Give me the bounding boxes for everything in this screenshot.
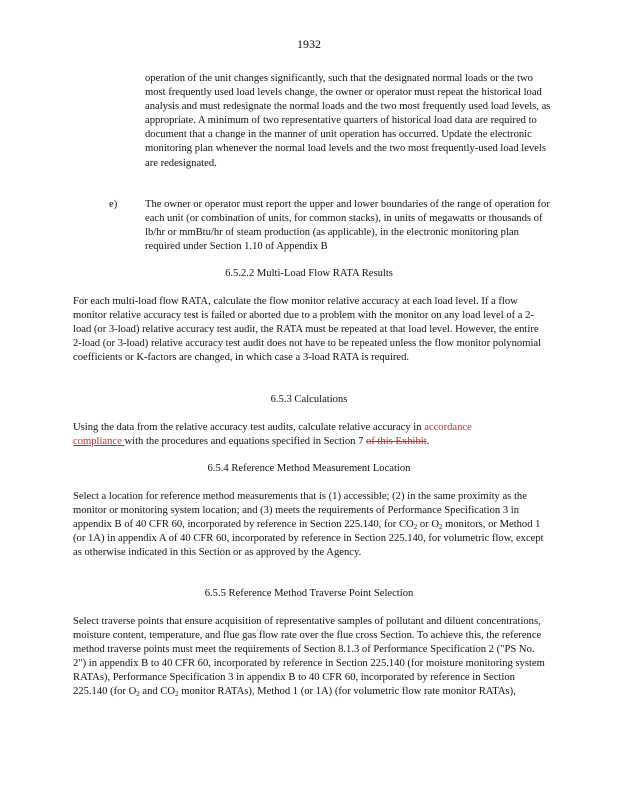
section-heading-653: 6.5.3 Calculations <box>270 394 348 405</box>
calc-text-middle: with the procedures and equations specified in Section 7 <box>124 436 367 448</box>
traverse-text-part2: and CO <box>139 686 176 698</box>
item-e-label: e) <box>109 199 118 210</box>
section-heading-654: 6.5.4 Reference Method Measurement Location <box>207 463 411 474</box>
section-text-6522: For each multi-load flow RATA, calculate the flow monitor relative accuracy at each load level. If a flow monitor relative accuracy test is failed or aborted due to a problem with the monitor on any load level of a 2-load (or 3-load) relative accuracy test audit, the RATA must be repeated at that load level. However, the entire 2-load (or 3-load) relative accuracy test audit does not have to be repeated unless the flow monitor polynomial coefficients or K-factors are changed, in which case a 3-load RATA is required. <box>73 296 542 364</box>
location-text-part2: or O <box>417 519 439 531</box>
section-text-655 <box>73 615 548 700</box>
paragraph-d-continued: operation of the unit changes significantly, such that the designated normal loads or the two most frequently used load levels change, the owner or operator must repeat the historical load analysis and must redesignate the normal loads and the two most frequently used load levels, as appropriate. A minimum of two representative quarters of historical load data are required to document that a change in the manner of unit operation has occurred. Update the electronic monitoring plan whenever the normal load levels and the two most frequently-used load levels are redesignated. <box>145 73 551 169</box>
inserted-text-accordance: accordance <box>424 422 472 433</box>
item-e-text: The owner or operator must report the upper and lower boundaries of the range of operation for each unit (or combination of units, for common stacks), in units of megawatts or thousands of lb/hr or mmBtu/hr of steam production (as applicable), in the electronic monitoring plan required under Section 1.10 of Appendix B <box>145 199 550 253</box>
inserted-text-compliance: compliance <box>73 436 125 448</box>
page-number: 1932 <box>297 37 321 51</box>
section-heading-655: 6.5.5 Reference Method Traverse Point Selection <box>204 588 414 599</box>
calc-text-before: Using the data from the relative accuracy test audits, calculate relative accuracy in <box>73 422 425 433</box>
subscript-o2: 2 <box>136 690 140 699</box>
location-text-part3: monitors, or Method 1 (or 1A) in appendix A of 40 CFR 60, incorporated by reference in Section 225.140, for volumetric flow, except as otherwise indicated in this Section or as approved by the Agency. <box>73 519 544 559</box>
calc-text-end: . <box>426 436 430 448</box>
section-heading-6522: 6.5.2.2 Multi-Load Flow RATA Results <box>225 268 393 279</box>
section-text-653 <box>73 421 548 449</box>
location-text-part1: Select a location for reference method measurements that is (1) accessible; (2) in the same proximity as the monitor or monitoring system location; and (3) meets the requirements of Performance Specification 3 in appendix B of 40 CFR 60, incorporated by reference in Section 225.140, for CO <box>73 491 527 531</box>
traverse-text-part3: monitor RATAs), Method 1 (or 1A) (for volumetric flow rate monitor RATAs), <box>178 686 516 698</box>
subscript-co2: 2 <box>413 523 418 532</box>
section-text-654 <box>73 490 548 560</box>
subscript-co2: 2 <box>175 690 179 699</box>
subscript-o2: 2 <box>438 523 443 532</box>
traverse-text-part1: Select traverse points that ensure acquisition of representative samples of pollutant and diluent concentrations, moisture content, temperature, and flue gas flow rate over the flue cross Section. To achieve this, the reference method traverse points must meet the requirements of Section 8.1.3 of Performance Specification 2 ("PS No. 2") in appendix B to 40 CFR 60, incorporated by reference in Section 225.140 (for moisture monitoring system RATAs), Performance Specification 3 in appendix B to 40 CFR 60, incorporated by reference in Section 225.140 (for O <box>73 616 545 698</box>
deleted-text-of-this-exhibit: of this Exhibit <box>366 436 427 448</box>
